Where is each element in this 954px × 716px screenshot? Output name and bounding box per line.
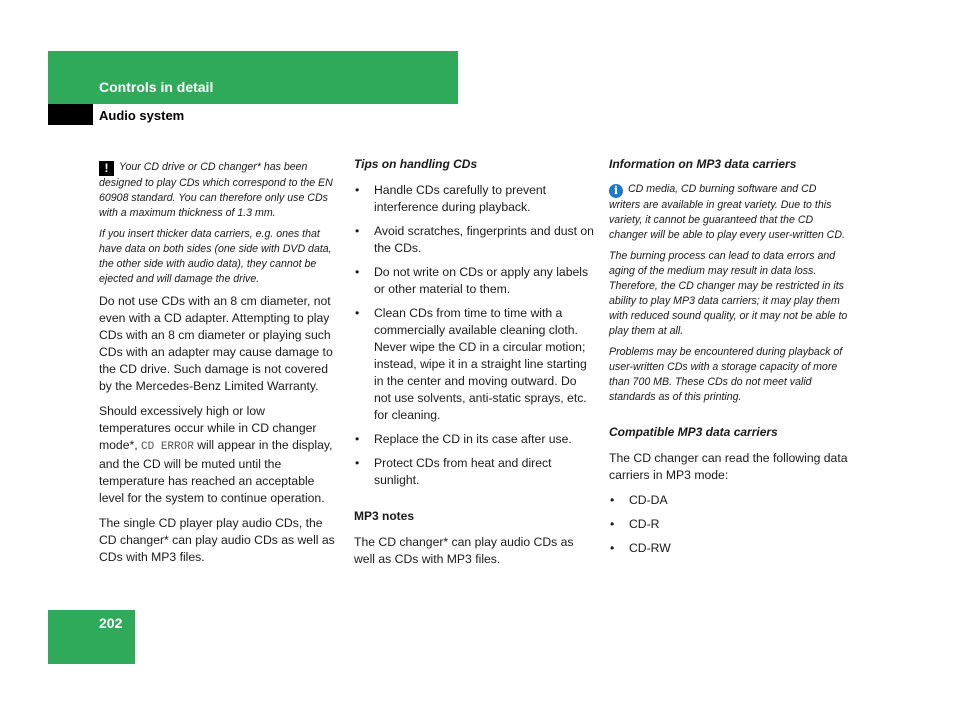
list-item: • CD-RW (609, 540, 849, 557)
page-number: 202 (99, 615, 123, 631)
column-middle (354, 157, 594, 576)
compatible-heading: Compatible MP3 data carriers (609, 425, 778, 439)
temperature-text-before: Should excessively high or low temperatures occur while in CD changer mode*, (99, 404, 317, 452)
section-tab-marker (48, 104, 93, 125)
list-item: • CD-R (609, 516, 849, 533)
warning-note (99, 160, 339, 221)
thick-carrier-note: If you insert thicker data carriers, e.g. ones that have data on both sides (one side with DVD data, the other side with audio data), they cannot be ejected and will damage the drive. (99, 228, 332, 285)
info-heading: Information on MP3 data carriers (609, 157, 797, 171)
capacity-note: Problems may be encountered during playback of user-written CDs with a storage capacity of more than 700 MB. These CDs do not meet valid standards as of this printing. (609, 346, 843, 403)
subsection-title: Audio system (99, 108, 185, 123)
paragraph-single-player: The single CD player play audio CDs, the CD changer* can play audio CDs as well as CDs with MP3 files. (99, 516, 335, 564)
warning-note-text: Your CD drive or CD changer* has been designed to play CDs which correspond to the EN 60908 standard. You can therefore only use CDs with a maximum thickness of 1.3 mm. (99, 161, 333, 219)
warning-icon: ! (99, 161, 114, 176)
display-message-cd-error: CD ERROR (141, 441, 194, 453)
paragraph-temperature (99, 403, 339, 507)
list-item: • Protect CDs from heat and direct sunlight. (354, 455, 594, 489)
list-item: • Do not write on CDs or apply any labels or other material to them. (354, 264, 594, 298)
paragraph-8cm-cds: Do not use CDs with an 8 cm diameter, not even with a CD adapter. Attempting to play CDs with an 8 cm diameter or playing such CDs with an adapter may cause damage to the CD drive. Such damage is not covered by the Mercedes-Benz Limited Warranty. (99, 294, 333, 393)
column-left (99, 157, 339, 574)
header-banner (48, 51, 458, 104)
list-item: • Handle CDs carefully to prevent interference during playback. (354, 182, 594, 216)
info-note-text: CD media, CD burning software and CD writers are available in great variety. Due to this variety, it cannot be guaranteed that the CD changer will be able to play every user-written CD. (609, 183, 845, 241)
list-item: • CD-DA (609, 492, 849, 509)
list-item: • Replace the CD in its case after use. (354, 431, 594, 448)
list-item: • Avoid scratches, fingerprints and dust on the CDs. (354, 223, 594, 257)
info-icon: i (609, 184, 623, 198)
column-right (609, 157, 849, 564)
mp3-notes-text: The CD changer* can play audio CDs as well as CDs with MP3 files. (354, 535, 574, 566)
mp3-notes-heading: MP3 notes (354, 509, 415, 523)
list-item: • Clean CDs from time to time with a commercially available cleaning cloth. Never wipe the CD in a circular motion; instead, wipe it in a straight line starting in the center and moving outward. Do not use solvents, anti-static sprays, etc. for cleaning. (354, 305, 594, 424)
temperature-text-after: will appear in the display, and the CD will be muted until the temperature has reached an acceptable level for the system to continue operation. (99, 438, 333, 505)
tips-heading: Tips on handling CDs (354, 157, 478, 171)
tips-list (354, 182, 594, 489)
burning-note: The burning process can lead to data errors and aging of the medium may result in data loss. Therefore, the CD changer may be restricted in its ability to play MP3 data carriers; it may play them with reduced sound quality, or it may not be able to play them at all. (609, 250, 848, 337)
info-note (609, 182, 849, 243)
compatible-list (609, 492, 849, 557)
compatible-text: The CD changer can read the following data carriers in MP3 mode: (609, 451, 848, 482)
section-title: Controls in detail (99, 79, 214, 95)
